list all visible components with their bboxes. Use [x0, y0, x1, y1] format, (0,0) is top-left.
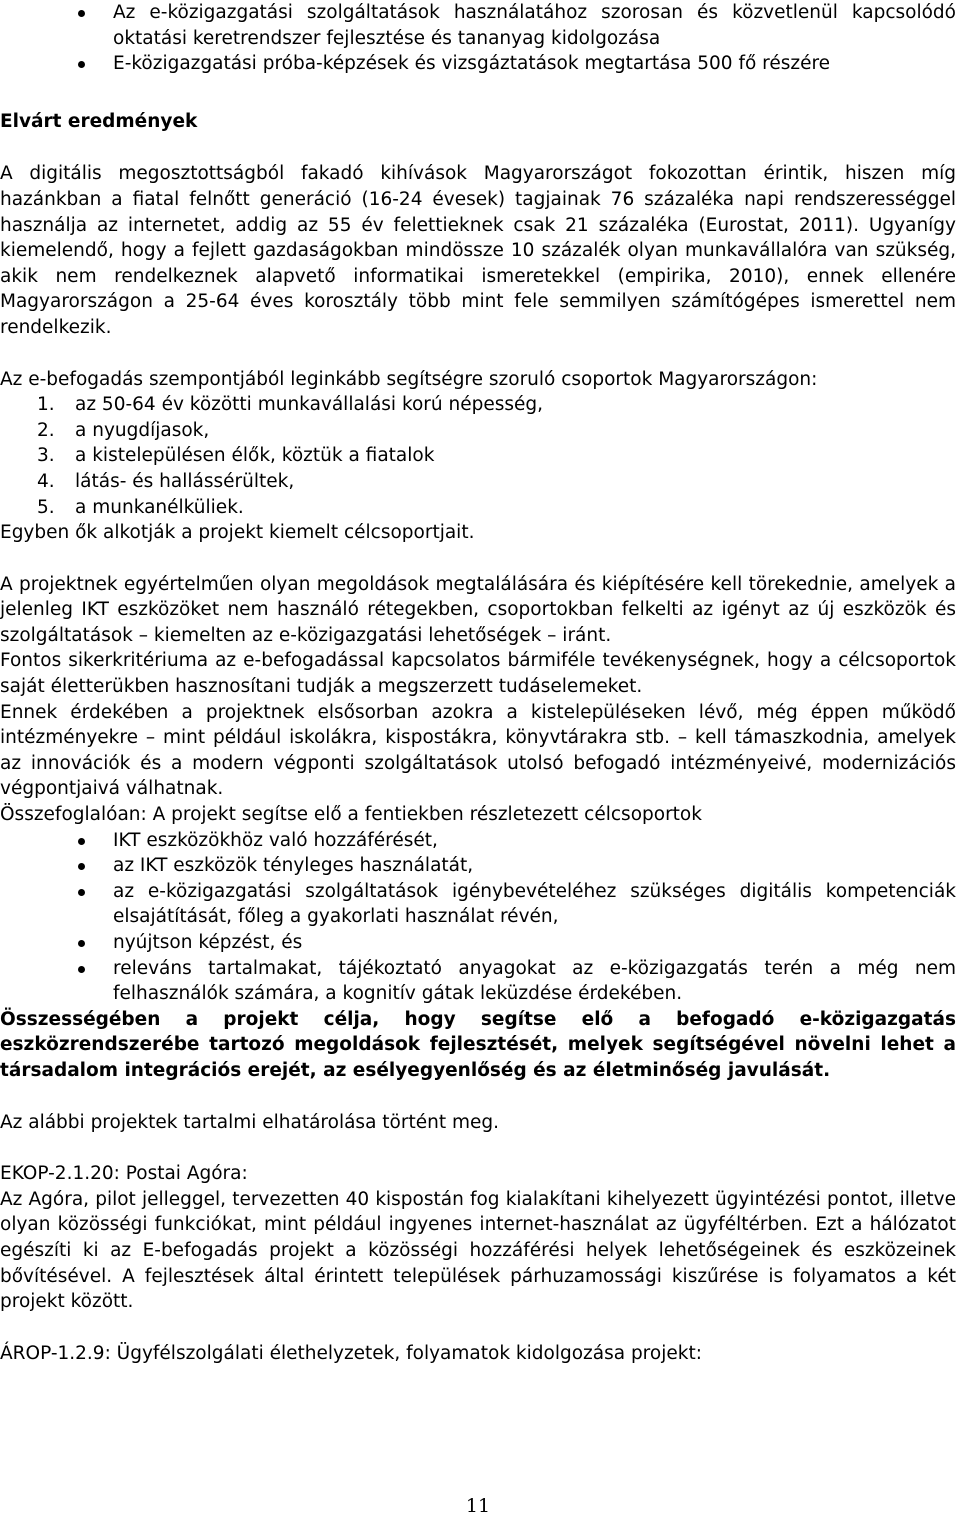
- list-item-text: a nyugdíjasok,: [75, 419, 210, 441]
- list-item-text: az 50-64 év közötti munkavállalási korú népesség,: [75, 394, 544, 416]
- paragraph-success-criteria: Fontos sikerkritériuma az e-befogadással kapcsolatos bármiféle tevékenységnek, hogy a célcsoportok saját életterükben hasznosítani tudják a megszerzett tudáselemeket.: [0, 650, 956, 698]
- paragraph-digital-divide: A digitális megosztottságból fakadó kihívások Magyarországot fokozottan érintik, hiszen míg hazánkban a fiatal felnőtt generáció (16-24 évesek) tagjainak 76 százaléka napi rendszerességgel használja az internetet, addig az 55 év felettieknek csak 21 százaléka (Eurostat, 2011). Ugyanígy kiemelendő, hogy a fejlett gazdaságokban mindössze 10 százalék olyan munkavállalóra van szükség, akik nem rendelkeznek alapvető informatikai ismeretekkel (empirika, 2010), ennek ellenére Magyarországon a 25-64 éves korosztály több mint fele semmilyen számítógépes ismerettel nem rendelkezik.: [0, 163, 956, 338]
- ekop-title: EKOP-2.1.20: Postai Agóra:: [0, 1163, 248, 1185]
- top-bullet-list: [0, 0, 956, 77]
- list-item: releváns tartalmakat, tájékoztató anyagokat az e-közigazgatás terén a még nem felhasználók számára, a kognitív gátak leküzdése érdekében.: [0, 956, 956, 1007]
- list-item: [0, 469, 956, 495]
- list-number: 1.: [37, 394, 55, 416]
- arop-title: ÁROP-1.2.9: Ügyfélszolgálati élethelyzetek, folyamatok kidolgozása projekt:: [0, 1342, 702, 1364]
- page-number: 11: [465, 1495, 491, 1517]
- list-item-text: látás- és hallássérültek,: [75, 470, 295, 492]
- goal-statement: Összességében a projekt célja, hogy segítse elő a befogadó e-közigazgatás eszközrendszerébe tartozó megoldások fejlesztését, melyek segítségével növelni lehet a társadalom integrációs erejét, az esélyegyenlőség és az életminőség javulását.: [0, 1008, 956, 1081]
- list-item: [0, 392, 956, 418]
- groups-intro: Az e-befogadás szempontjából leginkább segítségre szoruló csoportok Magyarországon:: [0, 368, 818, 390]
- list-number: 5.: [37, 496, 55, 518]
- list-item-text: a munkanélküliek.: [75, 496, 244, 518]
- paragraph-focus: Ennek érdekében a projektnek elsősorban azokra a kistelepüléseken lévő, még éppen működő intézményekre – mint például iskolákra, kispostákra, könyvtárakra stb. – kell támaszkodnia, amelyek az innovációk és a modern végponti szolgáltatások utolsó befogadó intézményeivé, modernizációs végpontjaivá válhatnak.: [0, 701, 956, 800]
- list-number: 4.: [37, 470, 55, 492]
- list-item: nyújtson képzést, és: [0, 930, 956, 956]
- list-item: [0, 443, 956, 469]
- delimitation-note: Az alábbi projektek tartalmi elhatárolása történt meg.: [0, 1111, 499, 1133]
- section-heading: Elvárt eredmények: [0, 110, 198, 132]
- list-item: E-közigazgatási próba-képzések és vizsgáztatások megtartása 500 fő részére: [0, 51, 956, 77]
- summary-bullet-list: [0, 828, 956, 1007]
- groups-outro: Egyben ők alkotják a projekt kiemelt célcsoportjait.: [0, 522, 475, 544]
- list-item: IKT eszközökhöz való hozzáférését,: [0, 828, 956, 854]
- list-number: 3.: [37, 445, 55, 467]
- target-groups-list: [0, 392, 956, 520]
- list-item-text: a kistelepülésen élők, köztük a fiatalok: [75, 445, 435, 467]
- list-item: az IKT eszközök tényleges használatát,: [0, 853, 956, 879]
- list-number: 2.: [37, 419, 55, 441]
- list-item: [0, 418, 956, 444]
- list-item: az e-közigazgatási szolgáltatások igénybevételéhez szükséges digitális kompetenciák elsajátítását, főleg a gyakorlati használat révén,: [0, 879, 956, 930]
- summary-intro: Összefoglalóan: A projekt segítse elő a fentiekben részletezett célcsoportok: [0, 804, 702, 826]
- paragraph-project: A projektnek egyértelműen olyan megoldások megtalálására és kiépítésére kell törekednie, amelyek a jelenleg IKT eszközöket nem használó rétegekben, csoportokban felkelti az igényt az új eszközök és szolgáltatások – kiemelten az e-közigazgatási lehetőségek – iránt.: [0, 573, 956, 646]
- list-item: [0, 495, 956, 521]
- ekop-description: Az Agóra, pilot jelleggel, tervezetten 40 kispostán fog kialakítani kihelyezett ügyintézési pontot, illetve olyan közösségi funkciókat, mint például ingyenes internet-használat az ügyféltérben. Ezt a hálózatot egészíti ki az E-befogadás projekt a közösségi hozzáférési helyek lehetőségeinek és eszközeinek bővítésével. A fejlesztések által érintett települések párhuzamossági kiszűrése is folyamatos a két projekt között.: [0, 1188, 956, 1313]
- list-item: Az e-közigazgatási szolgáltatások használatához szorosan és közvetlenül kapcsolódó oktatási keretrendszer fejlesztése és tananyag kidolgozása: [0, 0, 956, 51]
